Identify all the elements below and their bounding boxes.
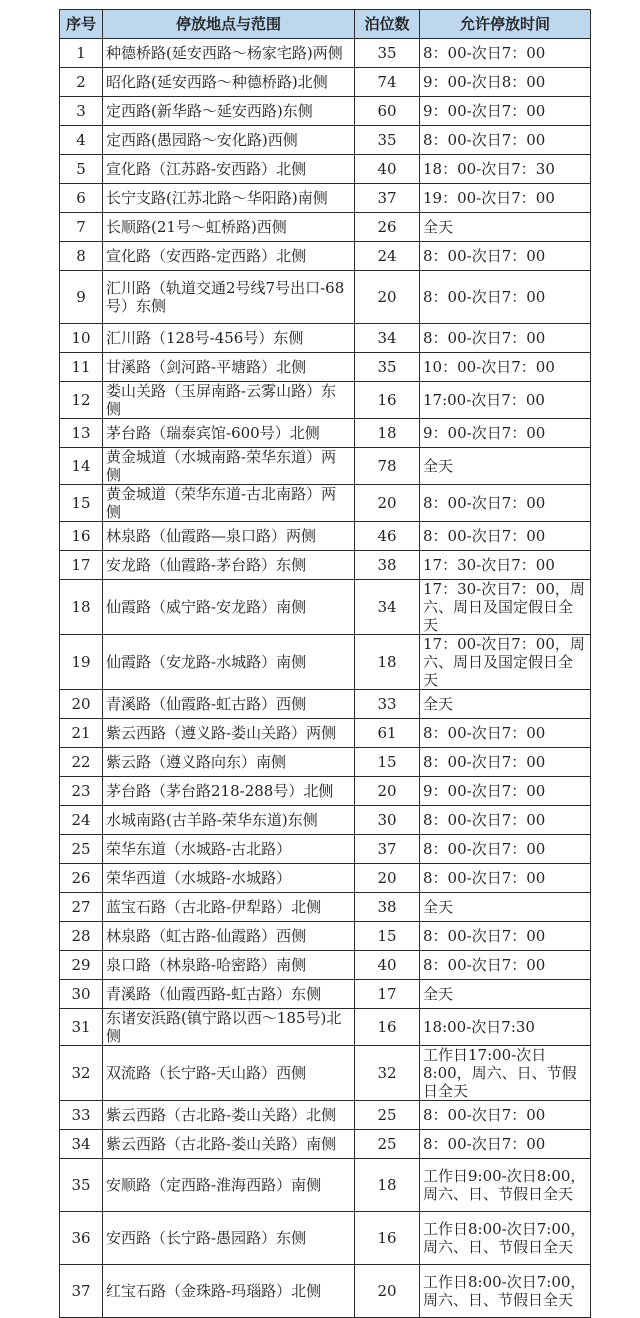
spaces-cell: 60 — [355, 97, 420, 126]
spaces-cell: 38 — [355, 893, 420, 922]
table-row — [60, 213, 591, 242]
spaces-cell: 61 — [355, 719, 420, 748]
location-cell: 宣化路（安西路-定西路）北侧 — [103, 242, 355, 271]
spaces-cell: 16 — [355, 1009, 420, 1046]
hours-cell: 8：00-次日7：00 — [420, 1101, 591, 1130]
row-number: 12 — [60, 382, 103, 419]
location-cell: 甘溪路（剑河路-平塘路）北侧 — [103, 353, 355, 382]
table-row — [60, 485, 591, 522]
location-cell: 汇川路（轨道交通2号线7号出口-68号）东侧 — [103, 271, 355, 324]
table-row — [60, 353, 591, 382]
spaces-cell: 33 — [355, 690, 420, 719]
location-cell: 安龙路（仙霞路-茅台路）东侧 — [103, 551, 355, 580]
table-row — [60, 419, 591, 448]
spaces-cell: 74 — [355, 68, 420, 97]
hours-cell: 全天 — [420, 213, 591, 242]
row-number: 16 — [60, 522, 103, 551]
spaces-cell: 24 — [355, 242, 420, 271]
table-row — [60, 922, 591, 951]
table-row — [60, 324, 591, 353]
location-cell: 紫云路（遵义路向东）南侧 — [103, 748, 355, 777]
spaces-cell: 20 — [355, 1265, 420, 1318]
location-cell: 东诸安浜路(镇宁路以西～185号)北侧 — [103, 1009, 355, 1046]
location-cell: 茅台路（瑞泰宾馆-600号）北侧 — [103, 419, 355, 448]
location-cell: 荣华西道（水城路-水城路） — [103, 864, 355, 893]
hours-cell: 9：00-次日7：00 — [420, 777, 591, 806]
spaces-cell: 20 — [355, 485, 420, 522]
location-cell: 定西路(愚园路～安化路)西侧 — [103, 126, 355, 155]
hours-cell: 全天 — [420, 690, 591, 719]
hours-cell: 8：00-次日7：00 — [420, 806, 591, 835]
location-cell: 昭化路(延安西路～种德桥路)北侧 — [103, 68, 355, 97]
row-number: 37 — [60, 1265, 103, 1318]
hours-cell: 8：00-次日7：00 — [420, 324, 591, 353]
location-cell: 安西路（长宁路-愚园路）东侧 — [103, 1212, 355, 1265]
spaces-cell: 35 — [355, 39, 420, 68]
location-cell: 茅台路（茅台路218-288号）北侧 — [103, 777, 355, 806]
hours-cell: 8：00-次日7：00 — [420, 39, 591, 68]
location-cell: 青溪路（仙霞西路-虹古路）东侧 — [103, 980, 355, 1009]
hours-cell: 工作日8:00-次日7:00，周六、日、节假日全天 — [420, 1265, 591, 1318]
location-cell: 荣华东道（水城路-古北路） — [103, 835, 355, 864]
row-number: 4 — [60, 126, 103, 155]
table-row — [60, 68, 591, 97]
spaces-cell: 16 — [355, 1212, 420, 1265]
table-row — [60, 635, 591, 690]
row-number: 20 — [60, 690, 103, 719]
location-cell: 紫云西路（古北路-娄山关路）南侧 — [103, 1130, 355, 1159]
location-cell: 紫云西路（古北路-娄山关路）北侧 — [103, 1101, 355, 1130]
table-row — [60, 1212, 591, 1265]
hours-cell: 9：00-次日7：00 — [420, 97, 591, 126]
spaces-cell: 20 — [355, 777, 420, 806]
row-number: 19 — [60, 635, 103, 690]
row-number: 18 — [60, 580, 103, 635]
location-cell: 泉口路（林泉路-哈密路）南侧 — [103, 951, 355, 980]
hours-cell: 17：00-次日7：00，周六、周日及国定假日全天 — [420, 635, 591, 690]
row-number: 9 — [60, 271, 103, 324]
location-cell: 林泉路（虹古路-仙霞路）西侧 — [103, 922, 355, 951]
table-row — [60, 777, 591, 806]
spaces-cell: 35 — [355, 126, 420, 155]
row-number: 28 — [60, 922, 103, 951]
location-cell: 紫云西路（遵义路-娄山关路）两侧 — [103, 719, 355, 748]
spaces-cell: 26 — [355, 213, 420, 242]
spaces-cell: 38 — [355, 551, 420, 580]
location-cell: 仙霞路（安龙路-水城路）南侧 — [103, 635, 355, 690]
row-number: 34 — [60, 1130, 103, 1159]
location-cell: 宣化路（江苏路-安西路）北侧 — [103, 155, 355, 184]
table-row — [60, 1009, 591, 1046]
table-header-row — [60, 10, 591, 39]
location-cell: 双流路（长宁路-天山路）西侧 — [103, 1046, 355, 1101]
table-row — [60, 126, 591, 155]
location-cell: 青溪路（仙霞路-虹古路）西侧 — [103, 690, 355, 719]
table-row — [60, 1265, 591, 1318]
table-row — [60, 719, 591, 748]
table-row — [60, 690, 591, 719]
table-row — [60, 271, 591, 324]
hours-cell: 全天 — [420, 893, 591, 922]
table-row — [60, 39, 591, 68]
row-number: 32 — [60, 1046, 103, 1101]
row-number: 15 — [60, 485, 103, 522]
row-number: 14 — [60, 448, 103, 485]
table-row — [60, 893, 591, 922]
header-spaces: 泊位数 — [355, 10, 420, 39]
spaces-cell: 18 — [355, 635, 420, 690]
spaces-cell: 34 — [355, 324, 420, 353]
spaces-cell: 20 — [355, 864, 420, 893]
hours-cell: 9：00-次日8：00 — [420, 68, 591, 97]
row-number: 23 — [60, 777, 103, 806]
table-row — [60, 242, 591, 271]
table-row — [60, 1046, 591, 1101]
row-number: 25 — [60, 835, 103, 864]
spaces-cell: 78 — [355, 448, 420, 485]
row-number: 10 — [60, 324, 103, 353]
hours-cell: 8：00-次日7：00 — [420, 1130, 591, 1159]
row-number: 13 — [60, 419, 103, 448]
row-number: 22 — [60, 748, 103, 777]
spaces-cell: 30 — [355, 806, 420, 835]
location-cell: 水城南路(古羊路-荣华东道)东侧 — [103, 806, 355, 835]
hours-cell: 17：30-次日7：00 — [420, 551, 591, 580]
row-number: 8 — [60, 242, 103, 271]
header-no: 序号 — [60, 10, 103, 39]
table-row — [60, 980, 591, 1009]
table-row — [60, 184, 591, 213]
spaces-cell: 46 — [355, 522, 420, 551]
location-cell: 定西路(新华路～延安西路)东侧 — [103, 97, 355, 126]
hours-cell: 8：00-次日7：00 — [420, 951, 591, 980]
row-number: 6 — [60, 184, 103, 213]
spaces-cell: 18 — [355, 1159, 420, 1212]
location-cell: 汇川路（128号-456号）东侧 — [103, 324, 355, 353]
row-number: 5 — [60, 155, 103, 184]
spaces-cell: 37 — [355, 184, 420, 213]
hours-cell: 8：00-次日7：00 — [420, 864, 591, 893]
row-number: 17 — [60, 551, 103, 580]
row-number: 31 — [60, 1009, 103, 1046]
hours-cell: 8：00-次日7：00 — [420, 485, 591, 522]
hours-cell: 17:00-次日7：00 — [420, 382, 591, 419]
hours-cell: 19：00-次日7：00 — [420, 184, 591, 213]
spaces-cell: 37 — [355, 835, 420, 864]
hours-cell: 9：00-次日7：00 — [420, 419, 591, 448]
row-number: 21 — [60, 719, 103, 748]
table-row — [60, 97, 591, 126]
row-number: 29 — [60, 951, 103, 980]
table-row — [60, 155, 591, 184]
location-cell: 娄山关路（玉屏南路-云雾山路）东侧 — [103, 382, 355, 419]
spaces-cell: 40 — [355, 155, 420, 184]
table-row — [60, 1101, 591, 1130]
hours-cell: 工作日8:00-次日7:00，周六、日、节假日全天 — [420, 1212, 591, 1265]
location-cell: 黄金城道（水城南路-荣华东道）两侧 — [103, 448, 355, 485]
hours-cell: 8：00-次日7：00 — [420, 522, 591, 551]
location-cell: 黄金城道（荣华东道-古北南路）两侧 — [103, 485, 355, 522]
table-row — [60, 835, 591, 864]
row-number: 33 — [60, 1101, 103, 1130]
spaces-cell: 32 — [355, 1046, 420, 1101]
spaces-cell: 17 — [355, 980, 420, 1009]
spaces-cell: 15 — [355, 922, 420, 951]
spaces-cell: 20 — [355, 271, 420, 324]
spaces-cell: 16 — [355, 382, 420, 419]
row-number: 2 — [60, 68, 103, 97]
row-number: 7 — [60, 213, 103, 242]
table-row — [60, 522, 591, 551]
spaces-cell: 25 — [355, 1130, 420, 1159]
spaces-cell: 35 — [355, 353, 420, 382]
row-number: 3 — [60, 97, 103, 126]
hours-cell: 8：00-次日7：00 — [420, 748, 591, 777]
row-number: 26 — [60, 864, 103, 893]
row-number: 24 — [60, 806, 103, 835]
location-cell: 长宁支路(江苏北路～华阳路)南侧 — [103, 184, 355, 213]
row-number: 27 — [60, 893, 103, 922]
location-cell: 长顺路(21号～虹桥路)西侧 — [103, 213, 355, 242]
table-row — [60, 1130, 591, 1159]
location-cell: 蓝宝石路（古北路-伊犁路）北侧 — [103, 893, 355, 922]
hours-cell: 8：00-次日7：00 — [420, 922, 591, 951]
table-row — [60, 806, 591, 835]
hours-cell: 全天 — [420, 448, 591, 485]
table-row — [60, 448, 591, 485]
row-number: 1 — [60, 39, 103, 68]
parking-table — [59, 9, 591, 1318]
spaces-cell: 18 — [355, 419, 420, 448]
spaces-cell: 25 — [355, 1101, 420, 1130]
table-row — [60, 382, 591, 419]
location-cell: 林泉路（仙霞路—泉口路）两侧 — [103, 522, 355, 551]
hours-cell: 工作日17:00-次日8:00，周六、日、节假日全天 — [420, 1046, 591, 1101]
hours-cell: 17：30-次日7：00，周六、周日及国定假日全天 — [420, 580, 591, 635]
table-body — [60, 39, 591, 1318]
row-number: 35 — [60, 1159, 103, 1212]
table-row — [60, 1159, 591, 1212]
hours-cell: 8：00-次日7：00 — [420, 242, 591, 271]
hours-cell: 8：00-次日7：00 — [420, 126, 591, 155]
row-number: 11 — [60, 353, 103, 382]
hours-cell: 工作日9:00-次日8:00，周六、日、节假日全天 — [420, 1159, 591, 1212]
spaces-cell: 40 — [355, 951, 420, 980]
hours-cell: 8：00-次日7：00 — [420, 835, 591, 864]
table-row — [60, 580, 591, 635]
row-number: 36 — [60, 1212, 103, 1265]
hours-cell: 8：00-次日7：00 — [420, 271, 591, 324]
table-row — [60, 748, 591, 777]
hours-cell: 18:00-次日7:30 — [420, 1009, 591, 1046]
location-cell: 安顺路（定西路-淮海西路）南侧 — [103, 1159, 355, 1212]
spaces-cell: 34 — [355, 580, 420, 635]
hours-cell: 18：00-次日7：30 — [420, 155, 591, 184]
table-row — [60, 864, 591, 893]
location-cell: 仙霞路（威宁路-安龙路）南侧 — [103, 580, 355, 635]
header-location: 停放地点与范围 — [103, 10, 355, 39]
location-cell: 红宝石路（金珠路-玛瑙路）北侧 — [103, 1265, 355, 1318]
hours-cell: 8：00-次日7：00 — [420, 719, 591, 748]
spaces-cell: 15 — [355, 748, 420, 777]
row-number: 30 — [60, 980, 103, 1009]
table-row — [60, 551, 591, 580]
table-row — [60, 951, 591, 980]
hours-cell: 10：00-次日7：00 — [420, 353, 591, 382]
header-hours: 允许停放时间 — [420, 10, 591, 39]
location-cell: 种德桥路(延安西路～杨家宅路)两侧 — [103, 39, 355, 68]
hours-cell: 全天 — [420, 980, 591, 1009]
